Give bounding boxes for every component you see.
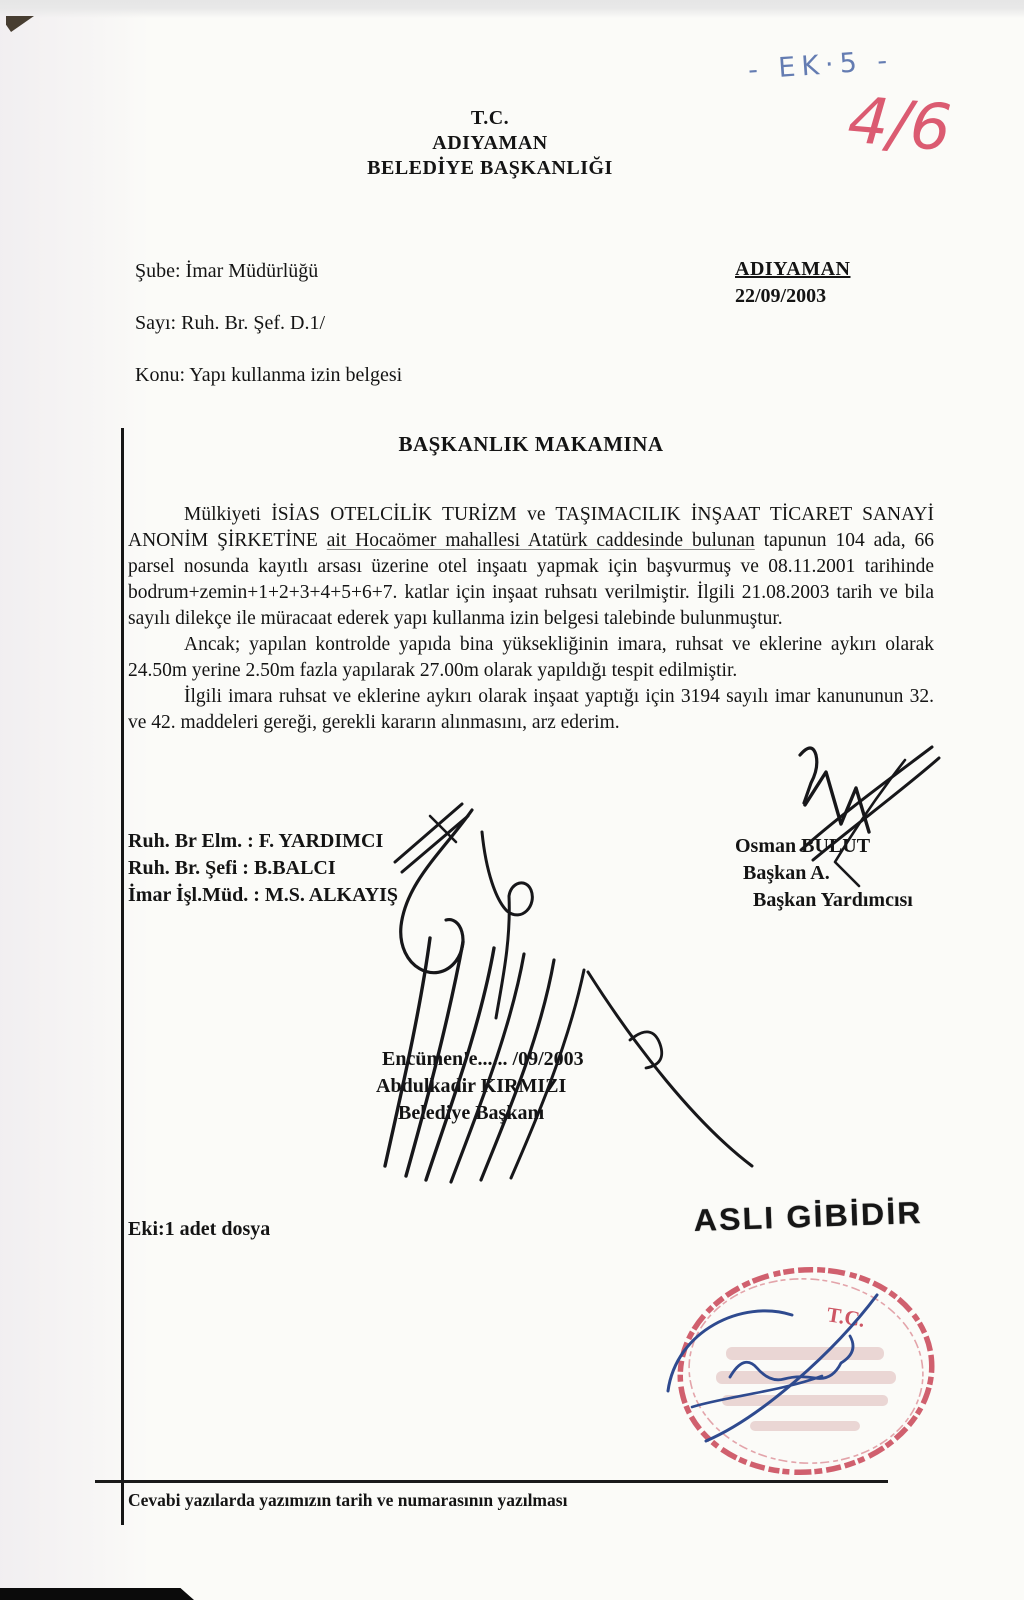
paragraph-2: Ancak; yapılan kontrolde yapıda bina yüksekliğinin imara, ruhsat ve eklerine aykırı olarak 24.50m yerine 2.50m fazla yapılarak 27.00m olarak yapıldığı tespit edilmiştir. xyxy=(128,634,934,681)
round-official-stamp xyxy=(630,1255,942,1481)
encumen-date-line: Encümen'e...... /09/2003 xyxy=(382,1048,584,1070)
certified-copy-stamp: ASLI GİBİDİR xyxy=(693,1195,924,1238)
paragraph-1-end: tapunun 104 ada, 66 parsel nosunda kayıtlı arsası üzerine otel inşaatı yapmak için başvurmuş ve 08.11.2001 tarihinde bodrum+zemin+1+2+3+4+5+6+7. katlar için inşaat ruhsatı verilmiştir. İlgili 21.08.2003 tarih ve bila sayılı dilekçe ile müracaat ederek yapı kullanma izin belgesi talebinde bulunmuştur. xyxy=(128,530,934,629)
signatory-elm: Ruh. Br Elm. : F. YARDIMCI xyxy=(128,830,384,852)
footer-note: Cevabi yazılarda yazımızın tarih ve numarasının yazılması xyxy=(128,1490,568,1510)
stamp-faded-text-lines xyxy=(716,1347,896,1431)
signatory-mudur: İmar İşl.Müd. : M.S. ALKAYIŞ xyxy=(128,884,399,906)
signature-mayor-scrawl xyxy=(330,928,760,1193)
stamp-tc-text: T.C. xyxy=(825,1302,867,1332)
paragraph-1-underlined: ait Hocaömer mahallesi Atatürk caddesinde bulunan xyxy=(326,530,755,551)
letterhead-tc: T.C. xyxy=(470,107,510,129)
handwritten-ek-annotation: - EK·5 - xyxy=(747,44,895,87)
scan-artifact-bottom-edge xyxy=(0,1588,194,1600)
signatory-sefi: Ruh. Br. Şefi : B.BALCI xyxy=(128,857,336,879)
paragraph-3: İlgili imara ruhsat ve eklerine aykırı olarak inşaat yaptığı için 3194 sayılı imar kanununun 32. ve 42. maddeleri gereği, gerekli kararın alınmasını, arz ederim. xyxy=(128,686,934,733)
document-place: ADIYAMAN xyxy=(735,258,851,280)
paragraph-1 xyxy=(128,502,934,632)
letterhead xyxy=(0,106,980,181)
place-and-date xyxy=(735,256,850,310)
mayor-name: Abdulkadir KIRMIZI xyxy=(376,1075,567,1097)
deputy-mayor-title1: Başkan A. xyxy=(743,862,830,884)
stamp-ring xyxy=(670,1257,942,1481)
deputy-mayor-title2: Başkan Yardımcısı xyxy=(753,889,913,911)
mayor-title: Belediye Başkanı xyxy=(398,1102,545,1124)
signatory-list-left xyxy=(128,828,398,909)
attachment-note: Eki:1 adet dosya xyxy=(128,1218,271,1240)
field-sayi: Sayı: Ruh. Br. Şef. D.1/ xyxy=(135,312,326,334)
letterhead-office: BELEDİYE BAŞKANLIĞI xyxy=(367,157,613,179)
handwritten-page-number: 4/6 xyxy=(844,83,955,167)
left-margin-rule xyxy=(121,428,124,1525)
paragraph-1-start: Mülkiyeti İSİAS OTELCİLİK TURİZM ve TAŞIMACILIK İNŞAAT TİCARET SANAYİ ANONİM ŞİRKETİNE xyxy=(128,504,934,551)
field-sube: Şube: İmar Müdürlüğü xyxy=(135,260,319,282)
scan-artifact-corner xyxy=(6,16,34,32)
field-konu: Konu: Yapı kullanma izin belgesi xyxy=(135,364,403,386)
document-heading: BAŞKANLIK MAKAMINA xyxy=(398,432,664,456)
deputy-mayor-name: Osman BULUT xyxy=(735,835,871,857)
document-body xyxy=(128,502,934,736)
document-date: 22/09/2003 xyxy=(735,285,827,307)
letterhead-city: ADIYAMAN xyxy=(432,132,548,154)
signature-deputy-mayor xyxy=(755,710,970,895)
